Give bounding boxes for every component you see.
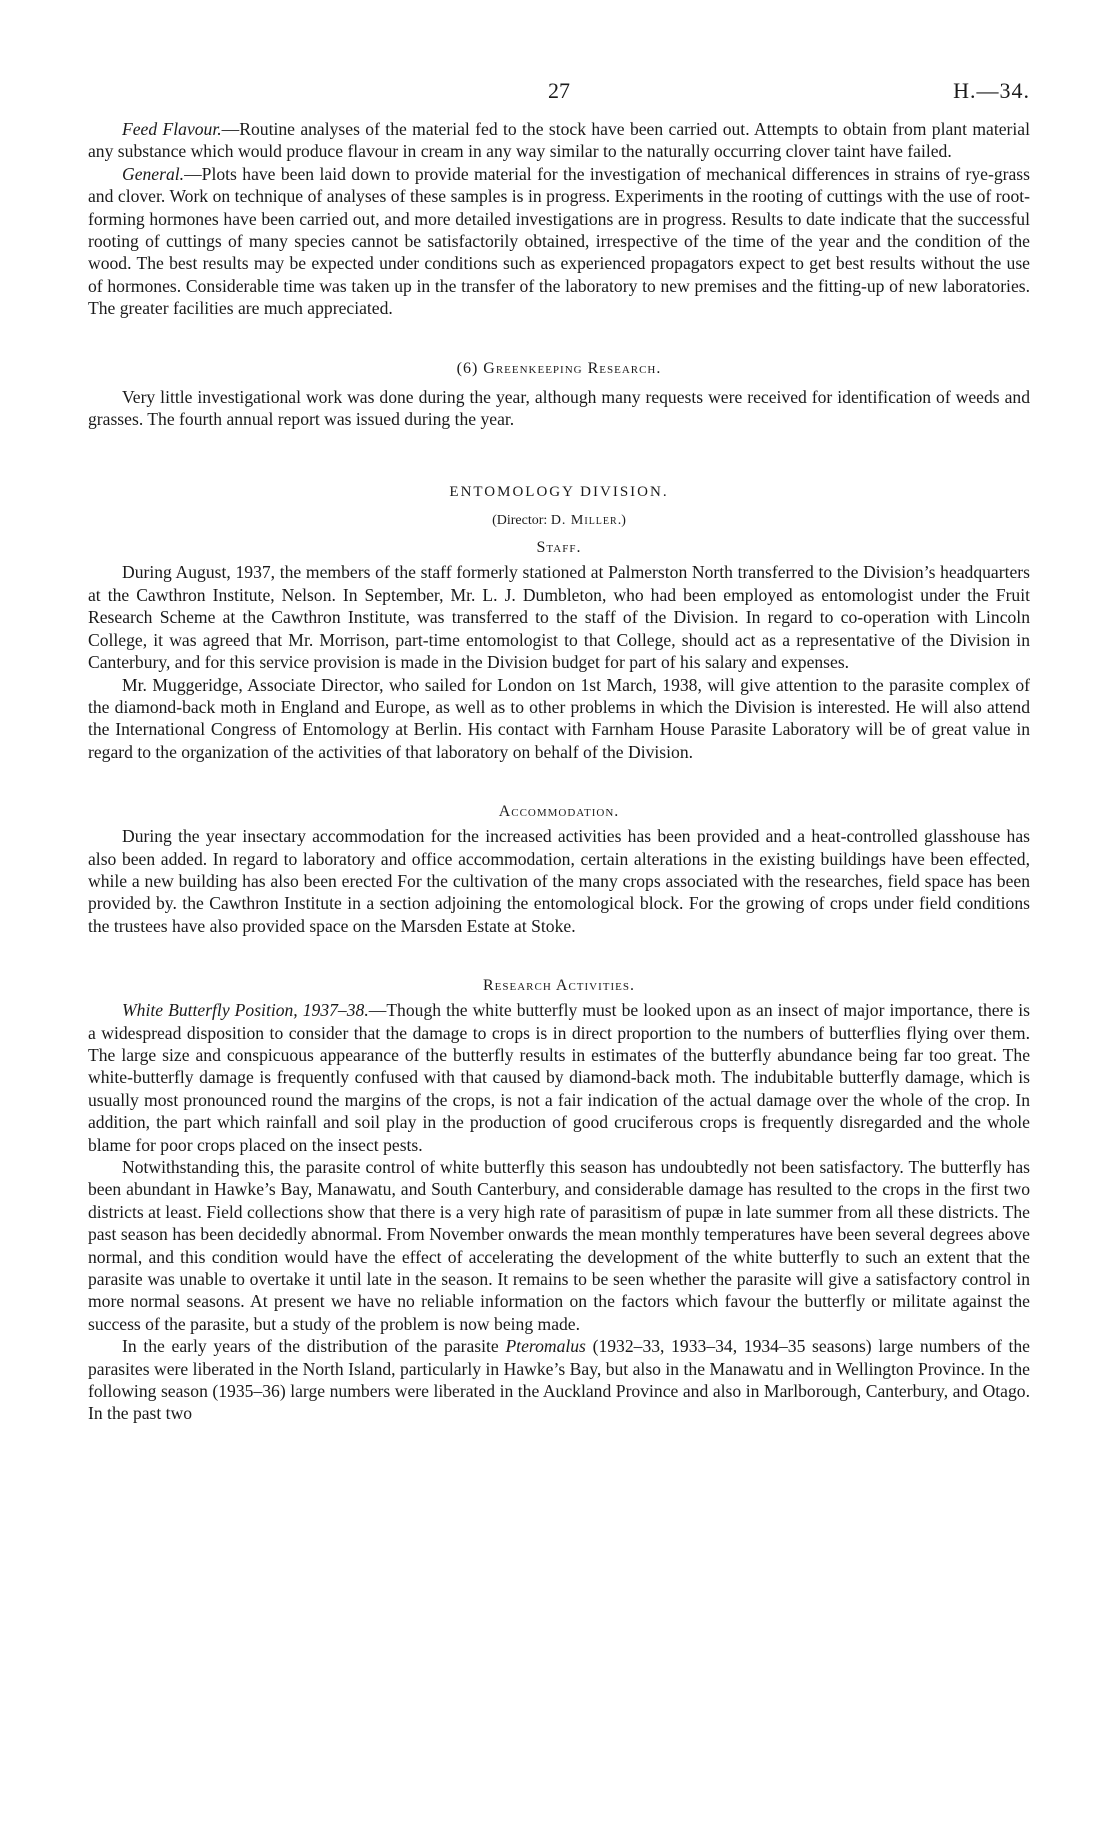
- paragraph-staff-2: Mr. Muggeridge, Associate Director, who sailed for London on 1st March, 1938, will give attention to the parasite complex of the diamond-back moth in England and Europe, as well as to other problems in which the Division is interested. He will also attend the International Congress of Entomology at Berlin. His contact with Farnham House Parasite Laboratory will be of great value in regard to the organization of the activities of that laboratory on behalf of the Division.: [88, 674, 1030, 762]
- running-header: [88, 78, 1030, 118]
- species-name-pteromalus: Pteromalus: [505, 1336, 586, 1357]
- paragraph-text-general: —Plots have been laid down to provide material for the investigation of mechanical differences in strains of rye-grass and clover. Work on technique of analyses of these samples is in progress. Experiments in the rooting of cuttings with the use of root-forming hormones have been carried out, and more detailed investigations are in progress. Results to date indicate that the successful rooting of cuttings of many species cannot be satisfactorily obtained, irrespective of the time of the year and the condition of the wood. The best results may be expected under conditions such as experienced propagators expect to get best results without the use of hormones. Considerable time was taken up in the transfer of the laboratory to new premises and the fitting-up of new laboratories. The greater facilities are much appreciated.: [88, 163, 1030, 319]
- division-director: [88, 513, 1030, 529]
- document-page: [88, 78, 1030, 1425]
- paragraph-general: [88, 163, 1030, 320]
- section-heading-research-activities: Research Activities.: [482, 977, 635, 995]
- section-heading-staff: Staff.: [536, 539, 582, 557]
- division-title: ENTOMOLOGY DIVISION.: [449, 484, 669, 501]
- paragraph-research-1: [88, 999, 1030, 1156]
- director-name: D. Miller: [550, 513, 618, 529]
- director-prefix: (Director:: [492, 513, 551, 529]
- director-suffix: .): [617, 513, 626, 529]
- paragraph-text-research-3a: In the early years of the distribution of the parasite: [122, 1336, 506, 1357]
- paragraph-staff-1: During August, 1937, the members of the staff formerly stationed at Palmerston North transferred to the Division’s headquarters at the Cawthron Institute, Nelson. In September, Mr. L. J. Dumbleton, who had been employed as entomologist under the Fruit Research Scheme at the Cawthron Institute, was transferred to the staff of the Division. In regard to co-operation with Lincoln College, it was agreed that Mr. Morrison, part-time entomologist to that College, should act as a representative of the Division in Canterbury, and for this service provision is made in the Division budget for part of his salary and expenses.: [88, 562, 1030, 673]
- paragraph-feed-flavour: [88, 118, 1030, 163]
- paragraph-research-3: [88, 1335, 1030, 1425]
- paragraph-text-research-1: —Though the white butterfly must be looked upon as an insect of major importance, there is a widespread disposition to consider that the damage to crops is in direct proportion to the numbers of butterflies flying over them. The large size and conspicuous appearance of the butterfly results in estimates of the butterfly abundance being far too great. The white-butterfly damage is frequently confused with that caused by diamond-back moth. The indubitable butterfly damage, which is usually most pronounced round the margins of the crops, is not a fair indication of the actual damage over the whole of the crop. In addition, the part which rainfall and soil play in the production of good cruciferous crops is frequently disregarded and the whole blame for poor crops placed on the insect pests.: [88, 1000, 1030, 1155]
- paragraph-lead-feed-flavour: Feed Flavour.: [122, 119, 222, 139]
- paragraph-text-research-3b: (1932–33, 1933–34, 1934–35 seasons) large numbers of the parasites were liberated in the North Island, particularly in Hawke’s Bay, but also in the Manawatu and in Wellington Province. In the following season (1935–36) large numbers were liberated in the Auckland Province and also in Marlborough, Canterbury, and Otago. In the past two: [88, 1336, 1030, 1424]
- page-number: 27: [548, 78, 570, 103]
- paragraph-greenkeeping: Very little investigational work was done during the year, although many requests were received for identification of weeds and grasses. The fourth annual report was issued during the year.: [88, 386, 1030, 430]
- section-heading-greenkeeping: (6) Greenkeeping Research.: [456, 359, 662, 377]
- paragraph-text-feed-flavour: —Routine analyses of the material fed to the stock have been carried out. Attempts to obtain from plant material any substance which would produce flavour in cream in any way similar to the naturally occurring clover taint have failed.: [88, 119, 1030, 162]
- document-reference: H.—34.: [953, 78, 1030, 103]
- paragraph-research-2: Notwithstanding this, the parasite control of white butterfly this season has undoubtedly not been satisfactory. The butterfly has been abundant in Hawke’s Bay, Manawatu, and South Canterbury, and considerable damage has resulted to the crops in the first two districts at least. Field collections show that there is a very high rate of parasitism of pupæ in late summer from all these districts. The past season has been decidedly abnormal. From November onwards the mean monthly temperatures have been several degrees above normal, and this condition would have the effect of accelerating the development of the white butterfly to such an extent that the parasite was unable to overtake it until late in the season. It remains to be seen whether the parasite will give a satisfactory control in more normal seasons. At present we have no reliable information on the factors which favour the butterfly or militate against the success of the parasite, but a study of the problem is now being made.: [88, 1157, 1030, 1334]
- paragraph-lead-general: General.: [122, 163, 185, 184]
- paragraph-accommodation: During the year insectary accommodation for the increased activities has been provided and a heat-controlled glasshouse has also been added. In regard to laboratory and office accommodation, certain alterations in the existing buildings have been effected, while a new building has also been erected For the cultivation of the many crops associated with the researches, field space has been provided by. the Cawthron Institute in a section adjoining the entomological block. For the growing of crops under field conditions the trustees have also provided space on the Marsden Estate at Stoke.: [88, 826, 1030, 936]
- paragraph-lead-white-butterfly: White Butterfly Position, 1937–38.: [122, 1000, 369, 1021]
- section-heading-accommodation: Accommodation.: [498, 803, 620, 821]
